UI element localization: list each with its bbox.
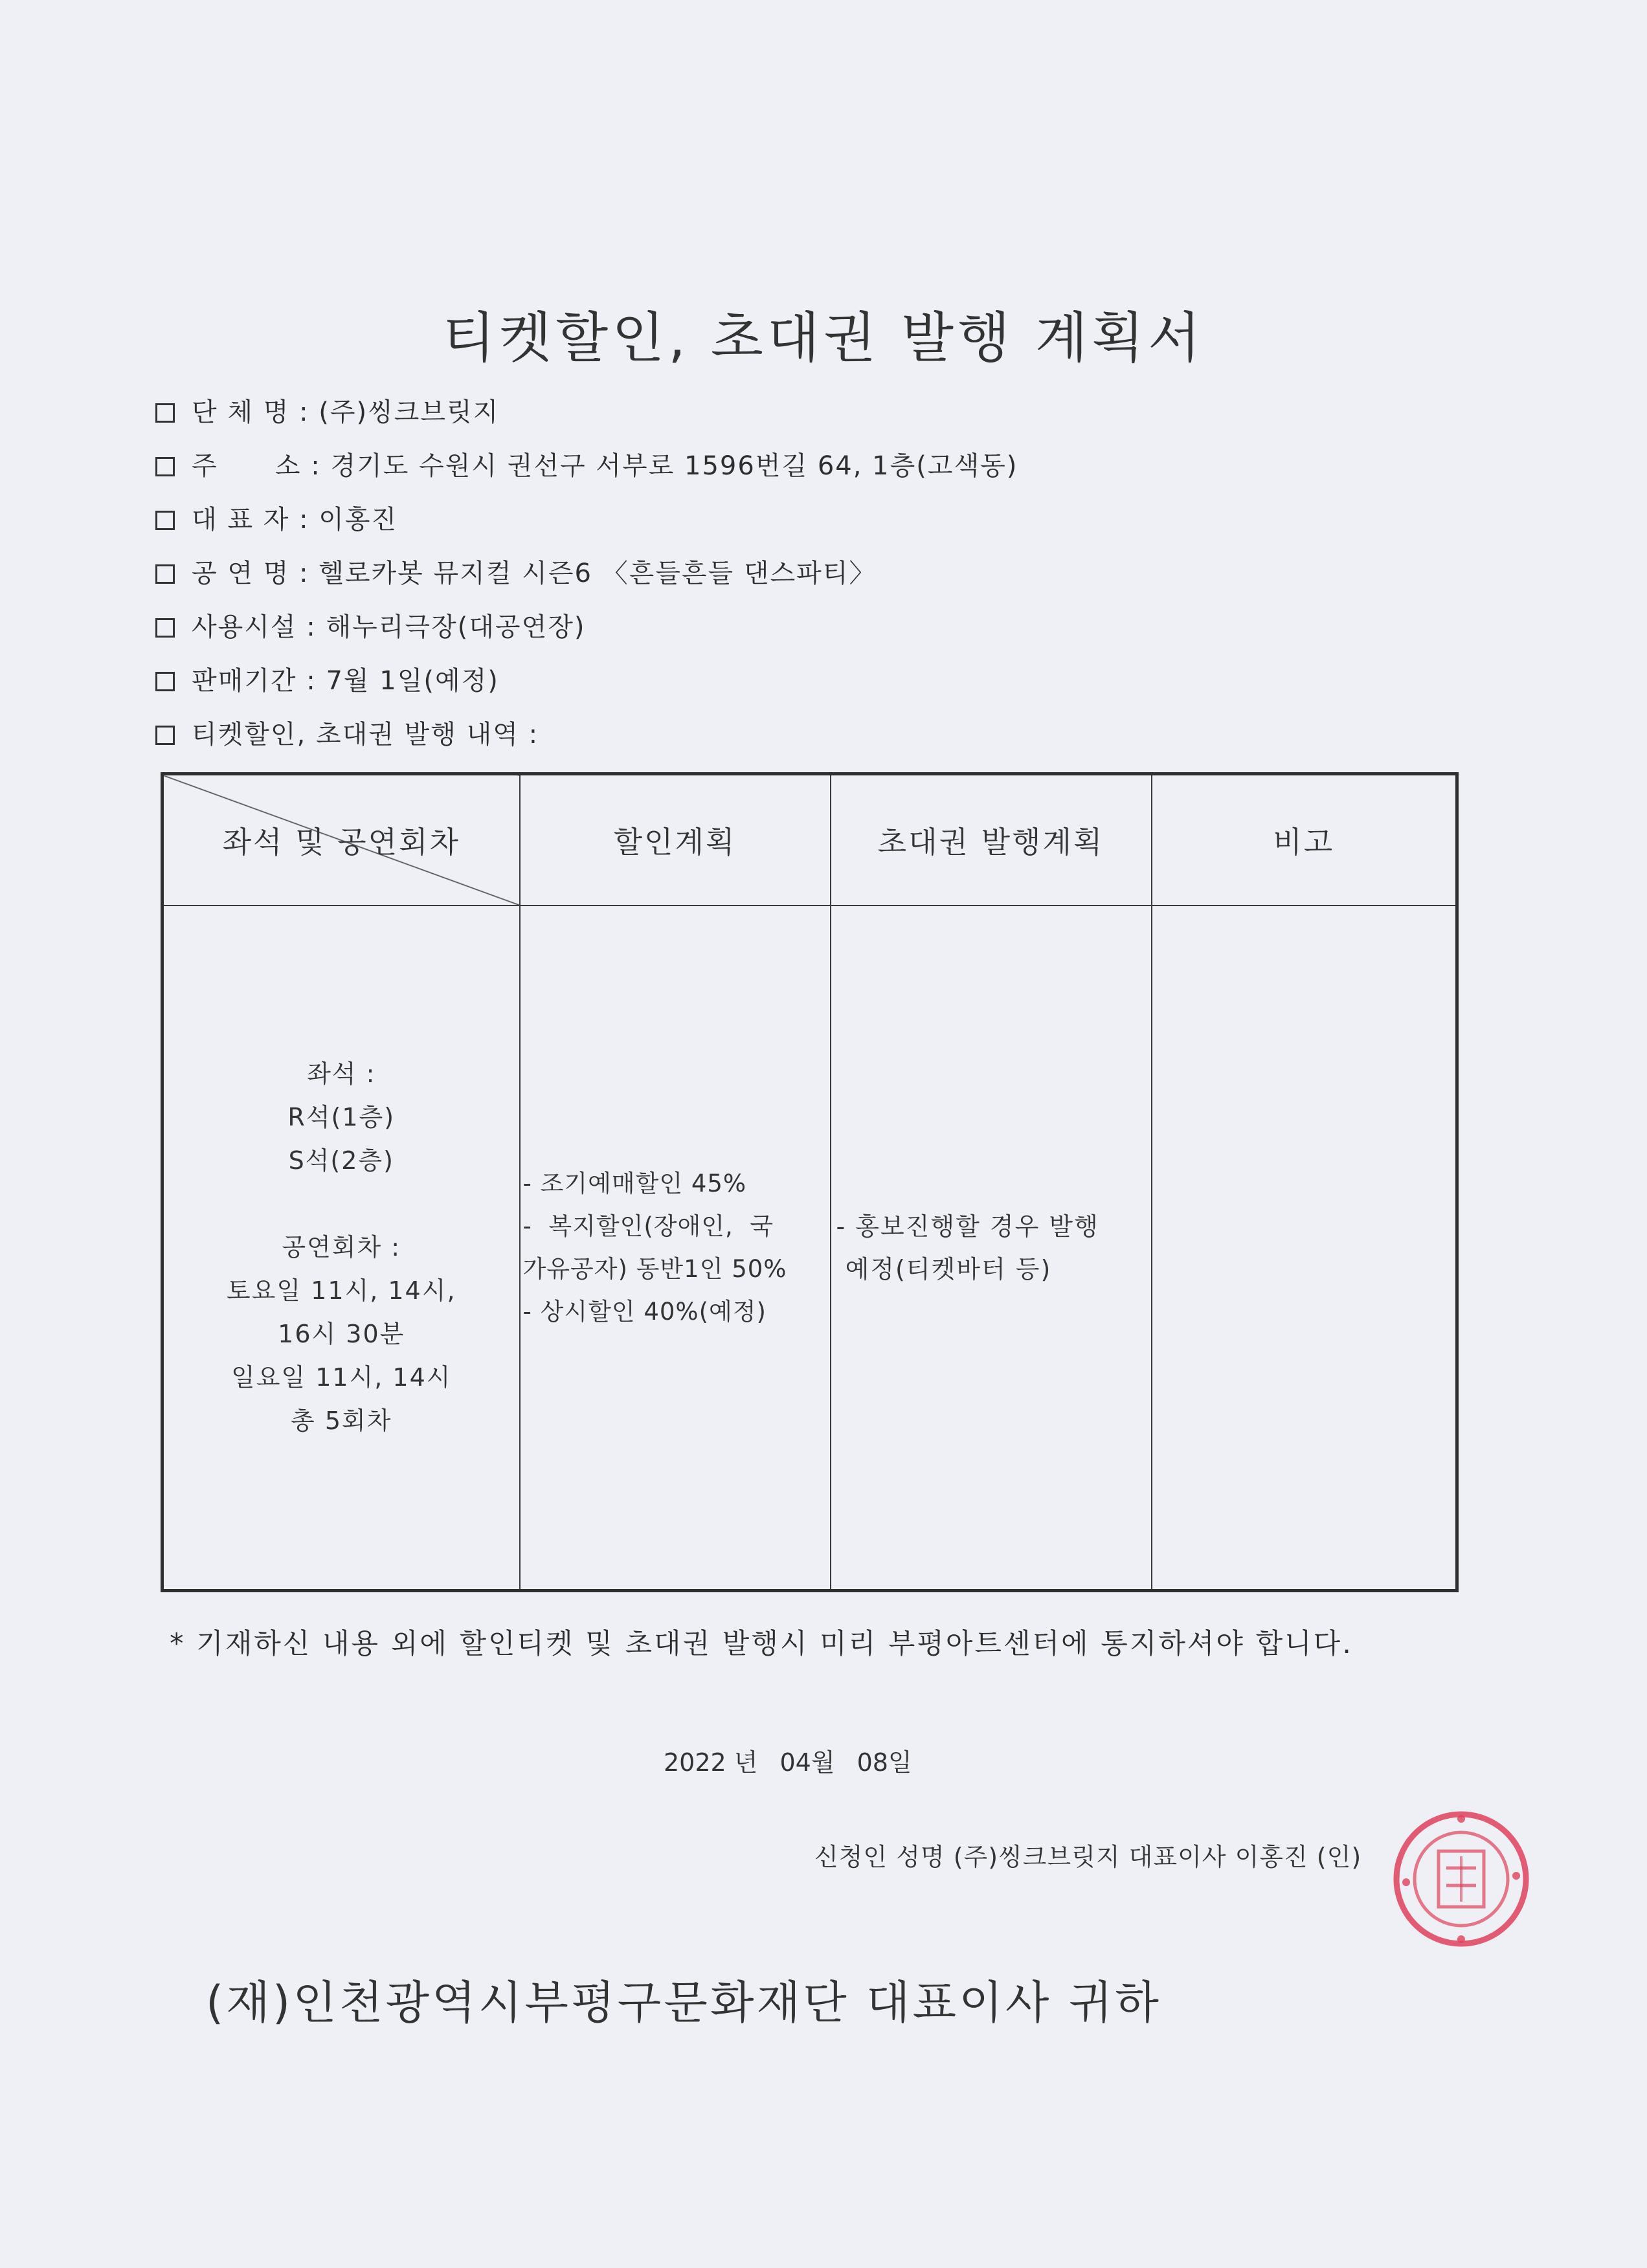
notice-text: * 기재하신 내용 외에 할인티켓 및 초대권 발행시 미리 부평아트센터에 통지하셔야 합니다. [170, 1628, 1353, 1660]
field-label: 대 표 자 : [192, 505, 309, 535]
seat-line: S석(2층) [288, 1146, 394, 1175]
header-discount-plan: 할인계획 [520, 774, 831, 906]
field-label: 단 체 명 : [192, 397, 309, 427]
company-seal-stamp [1387, 1805, 1536, 1953]
field-performance [155, 553, 876, 590]
seat-line: 총 5회차 [291, 1406, 392, 1435]
table-header-row [162, 774, 1457, 906]
checkbox-icon [155, 403, 175, 423]
field-value: 경기도 수원시 권선구 서부로 1596번길 64, 1층(고색동) [330, 451, 1018, 481]
seat-line: 토요일 11시, 14시, [226, 1276, 456, 1305]
discount-line: - 복지할인(장애인, 국 [522, 1212, 774, 1240]
field-value: 이홍진 [319, 505, 398, 535]
cell-remarks [1152, 906, 1457, 1591]
seat-line: 일요일 11시, 14시 [231, 1363, 452, 1392]
cell-seat-session [162, 906, 520, 1591]
field-representative [155, 499, 398, 536]
checkbox-icon [155, 511, 175, 530]
checkbox-icon [155, 726, 175, 745]
seat-line: 좌석 : [307, 1060, 376, 1088]
field-label: 판매기간 : [192, 666, 317, 696]
checkbox-icon [155, 672, 175, 691]
date-month: 04월 [779, 1748, 835, 1777]
cell-invitation-plan [831, 906, 1152, 1591]
field-value: 헬로카봇 뮤지컬 시즌6 〈흔들흔들 댄스파티〉 [319, 559, 877, 588]
field-issuance-details [155, 714, 539, 751]
checkbox-icon [155, 618, 175, 638]
cell-discount-plan [520, 906, 831, 1591]
discount-line: 가유공자) 동반1인 50% [522, 1254, 787, 1283]
field-value: 7월 1일(예정) [326, 666, 499, 696]
issuance-table [161, 772, 1459, 1592]
document-title: 티켓할인, 초대권 발행 계획서 [442, 306, 1205, 370]
seat-line: 16시 30분 [278, 1320, 405, 1348]
invitation-line: 예정(티켓바터 등) [836, 1254, 1052, 1284]
date-year: 2022 년 [664, 1748, 758, 1777]
discount-line: - 조기예매할인 45% [522, 1169, 747, 1197]
header-seat-session: 좌석 및 공연회차 [162, 774, 520, 906]
header-remarks: 비고 [1152, 774, 1457, 906]
field-label: 사용시설 : [192, 612, 317, 642]
field-value: (주)씽크브릿지 [319, 397, 500, 427]
field-venue [155, 606, 585, 643]
recipient-line: (재)인천광역시부평구문화재단 대표이사 귀하 [206, 1976, 1161, 2029]
seat-line: 공연회차 : [282, 1233, 401, 1262]
field-sales-period [155, 660, 499, 697]
table-row [162, 906, 1457, 1591]
field-label: 주 소 : [192, 451, 321, 481]
field-address [155, 445, 1018, 482]
application-date [664, 1742, 934, 1778]
checkbox-icon [155, 564, 175, 584]
field-label: 공 연 명 : [192, 559, 309, 588]
field-organization [155, 392, 499, 428]
seat-line: R석(1층) [287, 1103, 396, 1131]
checkbox-icon [155, 457, 175, 476]
header-invitation-plan: 초대권 발행계획 [831, 774, 1152, 906]
field-value: 해누리극장(대공연장) [326, 612, 586, 642]
field-label: 티켓할인, 초대권 발행 내역 : [192, 720, 539, 750]
seat-line [164, 1183, 519, 1226]
invitation-line: - 홍보진행할 경우 발행 [836, 1212, 1099, 1241]
date-day: 08일 [857, 1748, 912, 1777]
applicant-signature: 신청인 성명 (주)씽크브릿지 대표이사 이홍진 (인) [814, 1843, 1362, 1871]
discount-line: - 상시할인 40%(예정) [522, 1297, 767, 1326]
